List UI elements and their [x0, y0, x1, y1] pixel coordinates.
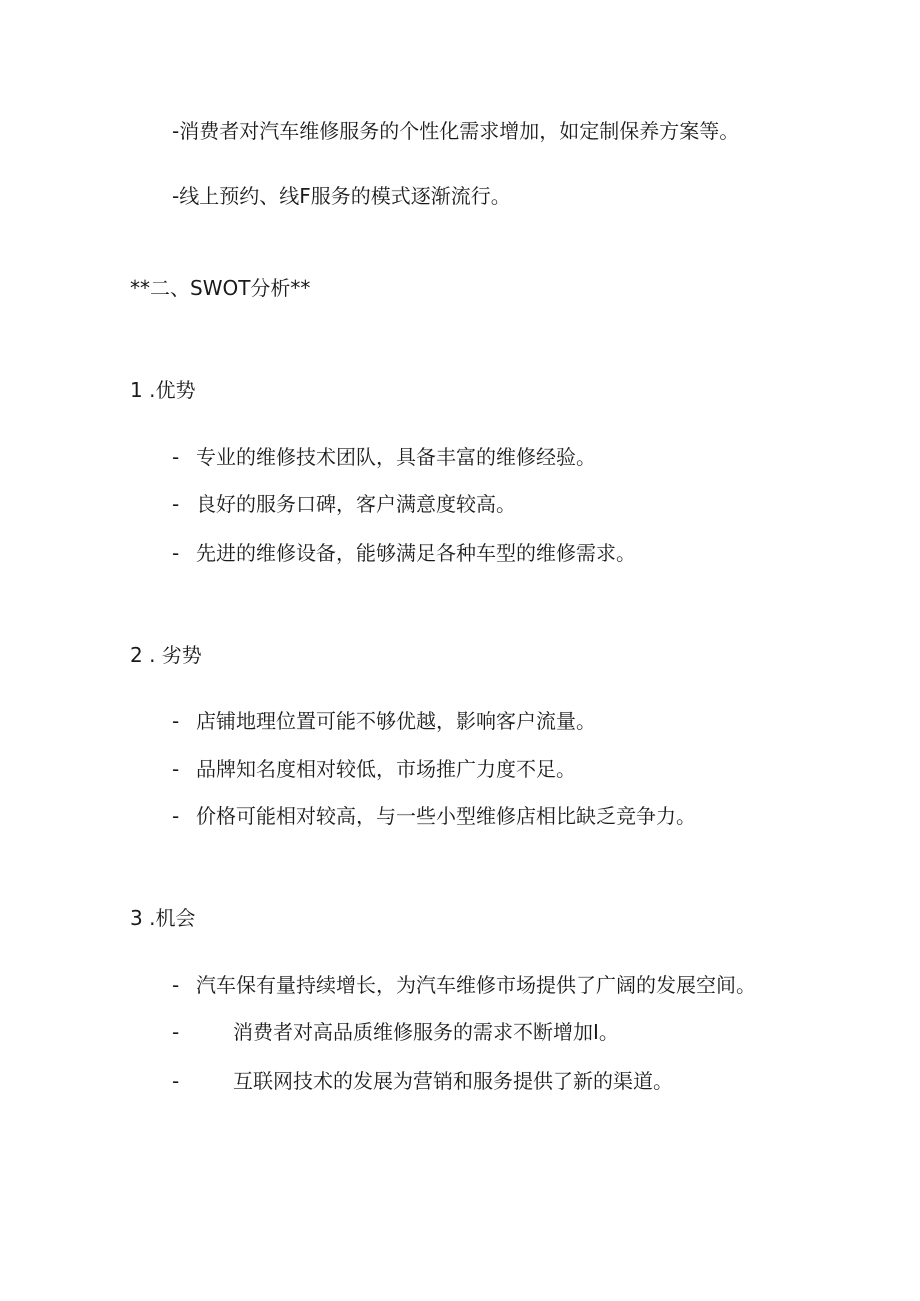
list-item	[172, 490, 516, 518]
dash-marker: -	[172, 1020, 180, 1044]
list-item-text: 专业的维修技术团队，具备丰富的维修经验。	[196, 445, 596, 469]
list-item	[172, 971, 756, 999]
dash-marker: -	[172, 541, 180, 565]
list-item-text: 先进的维修设备，能够满足各种车型的维修需求。	[196, 541, 636, 565]
list-item-text: 互联网技术的发展为营销和服务提供了新的渠道。	[233, 1069, 673, 1093]
list-item	[172, 802, 696, 830]
dash-marker: -	[172, 757, 180, 781]
strengths-heading: 1 .优势	[130, 378, 196, 402]
list-item	[172, 755, 576, 783]
weaknesses-heading: 2 . 劣势	[130, 643, 202, 667]
list-item	[172, 539, 636, 567]
list-item-text: 良好的服务口碑，客户满意度较高。	[196, 492, 516, 516]
intro-bullet: -消费者对汽车维修服务的个性化需求增加，如定制保养方案等。	[172, 119, 740, 143]
dash-marker: -	[172, 973, 180, 997]
list-item	[172, 1018, 619, 1046]
list-item	[172, 707, 596, 735]
list-item	[172, 1067, 673, 1095]
list-item-text: 店铺地理位置可能不够优越，影响客户流量。	[196, 709, 596, 733]
list-item-text: 品牌知名度相对较低，市场推广力度不足。	[196, 757, 576, 781]
list-item-text: 消费者对高品质维修服务的需求不断增加I。	[233, 1020, 619, 1044]
intro-bullet: -线上预约、线F服务的模式逐渐流行。	[172, 184, 511, 208]
section-heading: **二、SWOT分析**	[130, 276, 311, 300]
list-item	[172, 443, 596, 471]
list-item-text: 价格可能相对较高，与一些小型维修店相比缺乏竞争力。	[196, 804, 696, 828]
dash-marker: -	[172, 709, 180, 733]
dash-marker: -	[172, 1069, 180, 1093]
dash-marker: -	[172, 445, 180, 469]
opportunities-heading: 3 .机会	[130, 906, 196, 930]
dash-marker: -	[172, 492, 180, 516]
dash-marker: -	[172, 804, 180, 828]
list-item-text: 汽车保有量持续增长，为汽车维修市场提供了广阔的发展空间。	[196, 973, 756, 997]
